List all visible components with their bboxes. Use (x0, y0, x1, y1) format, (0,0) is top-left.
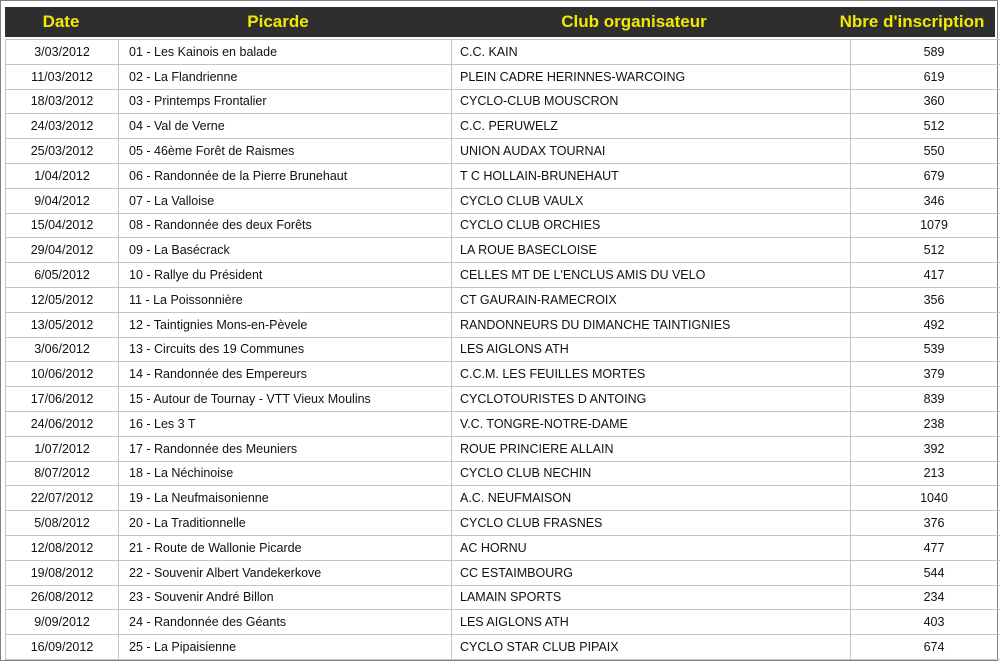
cell-club: C.C. PERUWELZ (452, 114, 851, 139)
cell-club: LAMAIN SPORTS (452, 585, 851, 610)
cell-club: LA ROUE BASECLOISE (452, 238, 851, 263)
cell-date: 15/04/2012 (6, 213, 119, 238)
cell-picarde: 08 - Randonnée des deux Forêts (119, 213, 452, 238)
cell-nbre-inscription: 213 (851, 461, 1000, 486)
events-table (5, 39, 1000, 660)
cell-nbre-inscription: 403 (851, 610, 1000, 635)
cell-nbre-inscription: 492 (851, 312, 1000, 337)
cell-picarde: 20 - La Traditionnelle (119, 511, 452, 536)
cell-picarde: 07 - La Valloise (119, 188, 452, 213)
cell-nbre-inscription: 589 (851, 40, 1000, 65)
cell-nbre-inscription: 346 (851, 188, 1000, 213)
cell-picarde: 16 - Les 3 T (119, 411, 452, 436)
cell-picarde: 14 - Randonnée des Empereurs (119, 362, 452, 387)
cell-club: LES AIGLONS ATH (452, 610, 851, 635)
cell-picarde: 23 - Souvenir André Billon (119, 585, 452, 610)
cell-picarde: 11 - La Poissonnière (119, 287, 452, 312)
table-row (6, 411, 1000, 436)
table-row (6, 64, 1000, 89)
table-row (6, 337, 1000, 362)
table-row (6, 511, 1000, 536)
table-row (6, 163, 1000, 188)
cell-nbre-inscription: 839 (851, 387, 1000, 412)
table-row (6, 213, 1000, 238)
cell-club: CYCLOTOURISTES D ANTOING (452, 387, 851, 412)
cell-picarde: 18 - La Néchinoise (119, 461, 452, 486)
cell-picarde: 17 - Randonnée des Meuniers (119, 436, 452, 461)
table-row (6, 610, 1000, 635)
cell-picarde: 02 - La Flandrienne (119, 64, 452, 89)
cell-nbre-inscription: 234 (851, 585, 1000, 610)
table-header (5, 7, 995, 37)
table-row (6, 436, 1000, 461)
cell-date: 29/04/2012 (6, 238, 119, 263)
cell-date: 1/07/2012 (6, 436, 119, 461)
table-row (6, 188, 1000, 213)
cell-date: 25/03/2012 (6, 139, 119, 164)
table-row (6, 114, 1000, 139)
cell-date: 24/06/2012 (6, 411, 119, 436)
cell-club: AC HORNU (452, 535, 851, 560)
cell-nbre-inscription: 238 (851, 411, 1000, 436)
cell-picarde: 15 - Autour de Tournay - VTT Vieux Moulins (119, 387, 452, 412)
cell-picarde: 05 - 46ème Forêt de Raismes (119, 139, 452, 164)
table-row (6, 362, 1000, 387)
table-row (6, 560, 1000, 585)
header-club: Club organisateur (561, 12, 707, 31)
cell-club: CYCLO STAR CLUB PIPAIX (452, 635, 851, 660)
cell-date: 3/03/2012 (6, 40, 119, 65)
cell-date: 13/05/2012 (6, 312, 119, 337)
cell-picarde: 21 - Route de Wallonie Picarde (119, 535, 452, 560)
cell-nbre-inscription: 1079 (851, 213, 1000, 238)
cell-nbre-inscription: 512 (851, 114, 1000, 139)
table-row (6, 263, 1000, 288)
cell-date: 19/08/2012 (6, 560, 119, 585)
cell-nbre-inscription: 477 (851, 535, 1000, 560)
table-row (6, 89, 1000, 114)
cell-picarde: 12 - Taintignies Mons-en-Pèvele (119, 312, 452, 337)
cell-club: CC ESTAIMBOURG (452, 560, 851, 585)
cell-picarde: 09 - La Basécrack (119, 238, 452, 263)
cell-club: C.C. KAIN (452, 40, 851, 65)
cell-picarde: 06 - Randonnée de la Pierre Brunehaut (119, 163, 452, 188)
table-row (6, 535, 1000, 560)
table-row (6, 40, 1000, 65)
table-row (6, 486, 1000, 511)
cell-date: 6/05/2012 (6, 263, 119, 288)
table-body (6, 40, 1000, 660)
cell-nbre-inscription: 674 (851, 635, 1000, 660)
table-row (6, 635, 1000, 660)
cell-date: 12/08/2012 (6, 535, 119, 560)
cell-club: PLEIN CADRE HERINNES-WARCOING (452, 64, 851, 89)
cell-club: LES AIGLONS ATH (452, 337, 851, 362)
cell-picarde: 10 - Rallye du Président (119, 263, 452, 288)
cell-picarde: 13 - Circuits des 19 Communes (119, 337, 452, 362)
cell-date: 16/09/2012 (6, 635, 119, 660)
table-row (6, 387, 1000, 412)
cell-picarde: 22 - Souvenir Albert Vandekerkove (119, 560, 452, 585)
cell-date: 12/05/2012 (6, 287, 119, 312)
cell-date: 9/09/2012 (6, 610, 119, 635)
cell-club: CELLES MT DE L'ENCLUS AMIS DU VELO (452, 263, 851, 288)
cell-nbre-inscription: 1040 (851, 486, 1000, 511)
cell-date: 11/03/2012 (6, 64, 119, 89)
cell-picarde: 03 - Printemps Frontalier (119, 89, 452, 114)
table-row (6, 139, 1000, 164)
cell-nbre-inscription: 512 (851, 238, 1000, 263)
cell-date: 5/08/2012 (6, 511, 119, 536)
cell-date: 26/08/2012 (6, 585, 119, 610)
cell-date: 1/04/2012 (6, 163, 119, 188)
cell-club: C.C.M. LES FEUILLES MORTES (452, 362, 851, 387)
cell-club: CYCLO CLUB NECHIN (452, 461, 851, 486)
cell-picarde: 24 - Randonnée des Géants (119, 610, 452, 635)
cell-nbre-inscription: 619 (851, 64, 1000, 89)
cell-date: 18/03/2012 (6, 89, 119, 114)
table-row (6, 461, 1000, 486)
header-picarde: Picarde (247, 12, 309, 31)
cell-club: CT GAURAIN-RAMECROIX (452, 287, 851, 312)
cell-date: 22/07/2012 (6, 486, 119, 511)
cell-club: CYCLO-CLUB MOUSCRON (452, 89, 851, 114)
cell-club: CYCLO CLUB ORCHIES (452, 213, 851, 238)
cell-picarde: 19 - La Neufmaisonienne (119, 486, 452, 511)
cell-club: V.C. TONGRE-NOTRE-DAME (452, 411, 851, 436)
cell-picarde: 04 - Val de Verne (119, 114, 452, 139)
header-nbre-inscription: Nbre d'inscription (839, 12, 985, 31)
cell-nbre-inscription: 379 (851, 362, 1000, 387)
cell-date: 17/06/2012 (6, 387, 119, 412)
cell-club: CYCLO CLUB FRASNES (452, 511, 851, 536)
cell-nbre-inscription: 550 (851, 139, 1000, 164)
cell-club: T C HOLLAIN-BRUNEHAUT (452, 163, 851, 188)
cell-picarde: 01 - Les Kainois en balade (119, 40, 452, 65)
table-row (6, 238, 1000, 263)
cell-club: ROUE PRINCIERE ALLAIN (452, 436, 851, 461)
cell-nbre-inscription: 356 (851, 287, 1000, 312)
cell-date: 9/04/2012 (6, 188, 119, 213)
cell-date: 24/03/2012 (6, 114, 119, 139)
cell-date: 8/07/2012 (6, 461, 119, 486)
cell-club: A.C. NEUFMAISON (452, 486, 851, 511)
cell-club: CYCLO CLUB VAULX (452, 188, 851, 213)
cell-date: 3/06/2012 (6, 337, 119, 362)
table-row (6, 312, 1000, 337)
cell-nbre-inscription: 539 (851, 337, 1000, 362)
table-row (6, 287, 1000, 312)
table-row (6, 585, 1000, 610)
cell-picarde: 25 - La Pipaisienne (119, 635, 452, 660)
cell-nbre-inscription: 679 (851, 163, 1000, 188)
cell-club: RANDONNEURS DU DIMANCHE TAINTIGNIES (452, 312, 851, 337)
cell-nbre-inscription: 376 (851, 511, 1000, 536)
cell-nbre-inscription: 360 (851, 89, 1000, 114)
cell-nbre-inscription: 544 (851, 560, 1000, 585)
cell-nbre-inscription: 417 (851, 263, 1000, 288)
cell-date: 10/06/2012 (6, 362, 119, 387)
cell-nbre-inscription: 392 (851, 436, 1000, 461)
header-date: Date (42, 12, 80, 31)
cell-club: UNION AUDAX TOURNAI (452, 139, 851, 164)
